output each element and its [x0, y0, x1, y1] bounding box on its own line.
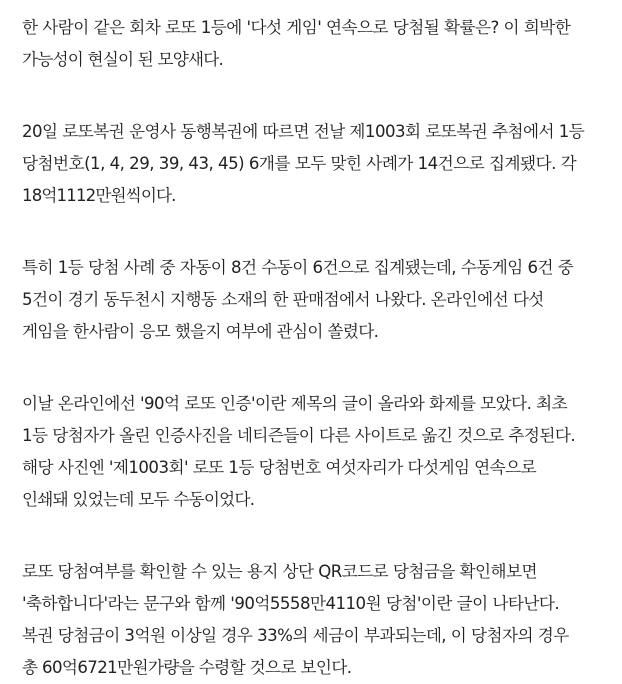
- text-line: '축하합니다'라는 문구와 함께 '90억5558만4110원 당첨'이란 글이 나타난다.: [22, 594, 560, 613]
- text-line: 특히 1등 당첨 사례 중 자동이 8건 수동이 6건으로 집계됐는데, 수동게임 6건 중: [22, 258, 574, 277]
- text-line: 5건이 경기 동두천시 지행동 소재의 한 판매점에서 나왔다. 온라인에선 다섯: [22, 290, 544, 309]
- text-line: 로또 당첨여부를 확인할 수 있는 용지 상단 QR코드로 당첨금을 확인해보면: [22, 562, 537, 581]
- text-line: 1등 당첨자가 올린 인증사진을 네티즌들이 다른 사이트로 옮긴 것으로 추정된다.: [22, 426, 576, 445]
- paragraph-2: [22, 116, 622, 212]
- text-line: 당첨번호(1, 4, 29, 39, 43, 45) 6개를 모두 맞힌 사례가 14건으로 집계됐다. 각: [22, 154, 577, 173]
- text-line: 해당 사진엔 '제1003회' 로또 1등 당첨번호 여섯자리가 다섯게임 연속으로: [22, 458, 537, 477]
- paragraph-1: [22, 12, 622, 76]
- text-line: 게임을 한사람이 응모 했을지 여부에 관심이 쏠렸다.: [22, 322, 379, 341]
- paragraph-4: [22, 388, 622, 516]
- text-line: 가능성이 현실이 된 모양새다.: [22, 50, 224, 69]
- text-line: 복권 당첨금이 3억원 이상일 경우 33%의 세금이 부과되는데, 이 당첨자의 경우: [22, 626, 569, 645]
- paragraph-5: [22, 556, 622, 684]
- text-line: 이날 온라인에선 '90억 로또 인증'이란 제목의 글이 올라와 화제를 모았다. 최초: [22, 394, 568, 413]
- text-line: 20일 로또복권 운영사 동행복권에 따르면 전날 제1003회 로또복권 추첨에서 1등: [22, 122, 585, 141]
- text-line: 총 60억6721만원가량을 수령할 것으로 보인다.: [22, 658, 352, 677]
- paragraph-3: [22, 252, 622, 348]
- text-line: 한 사람이 같은 회차 로또 1등에 '다섯 게임' 연속으로 당첨될 확률은? 이 희박한: [22, 18, 571, 37]
- text-line: 인쇄돼 있었는데 모두 수동이었다.: [22, 490, 255, 509]
- text-line: 18억1112만원씩이다.: [22, 186, 176, 205]
